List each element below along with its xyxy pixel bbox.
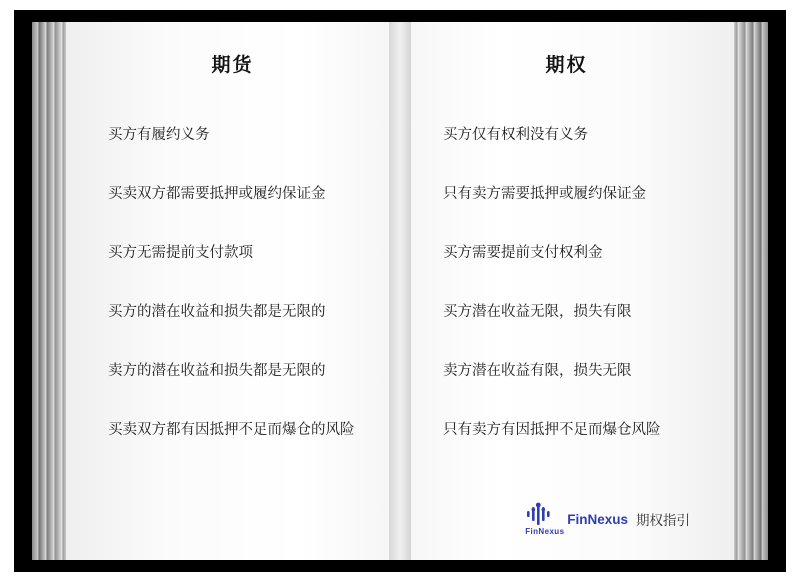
list-item: 买方有履约义务 (108, 127, 210, 143)
list-item: 买卖双方都需要抵押或履约保证金 (108, 186, 326, 202)
left-page-title: 期货 (211, 55, 254, 76)
list-item: 买方仅有权利没有义务 (443, 127, 588, 143)
list-item: 买卖双方都有因抵押不足而爆仓的风险 (108, 422, 355, 438)
list-item: 买方潜在收益无限，损失有限 (443, 304, 632, 320)
list-item: 买方无需提前支付款项 (108, 245, 253, 261)
right-page-row-list (425, 125, 708, 479)
brand-wordmark: FinNexus (525, 527, 565, 536)
list-item: 只有卖方有因抵押不足而爆仓风险 (443, 422, 661, 438)
finnexus-logo-icon (525, 502, 565, 536)
right-page-edge-stack (732, 22, 770, 560)
list-item: 卖方的潜在收益和损失都是无限的 (108, 363, 326, 379)
list-item: 只有卖方需要抵押或履约保证金 (443, 186, 646, 202)
list-item: 买方的潜在收益和损失都是无限的 (108, 304, 326, 320)
left-page (66, 22, 399, 560)
list-item: 卖方潜在收益有限，损失无限 (443, 363, 632, 379)
left-page-row-list (92, 125, 373, 479)
left-page-edge-stack (30, 22, 68, 560)
list-item: 买方需要提前支付权利金 (443, 245, 603, 261)
brand-footer (525, 502, 690, 536)
right-page-title: 期权 (545, 55, 588, 76)
brand-name: FinNexus (567, 511, 628, 527)
brand-subtitle: 期权指引 (636, 513, 690, 528)
right-page (399, 22, 734, 560)
